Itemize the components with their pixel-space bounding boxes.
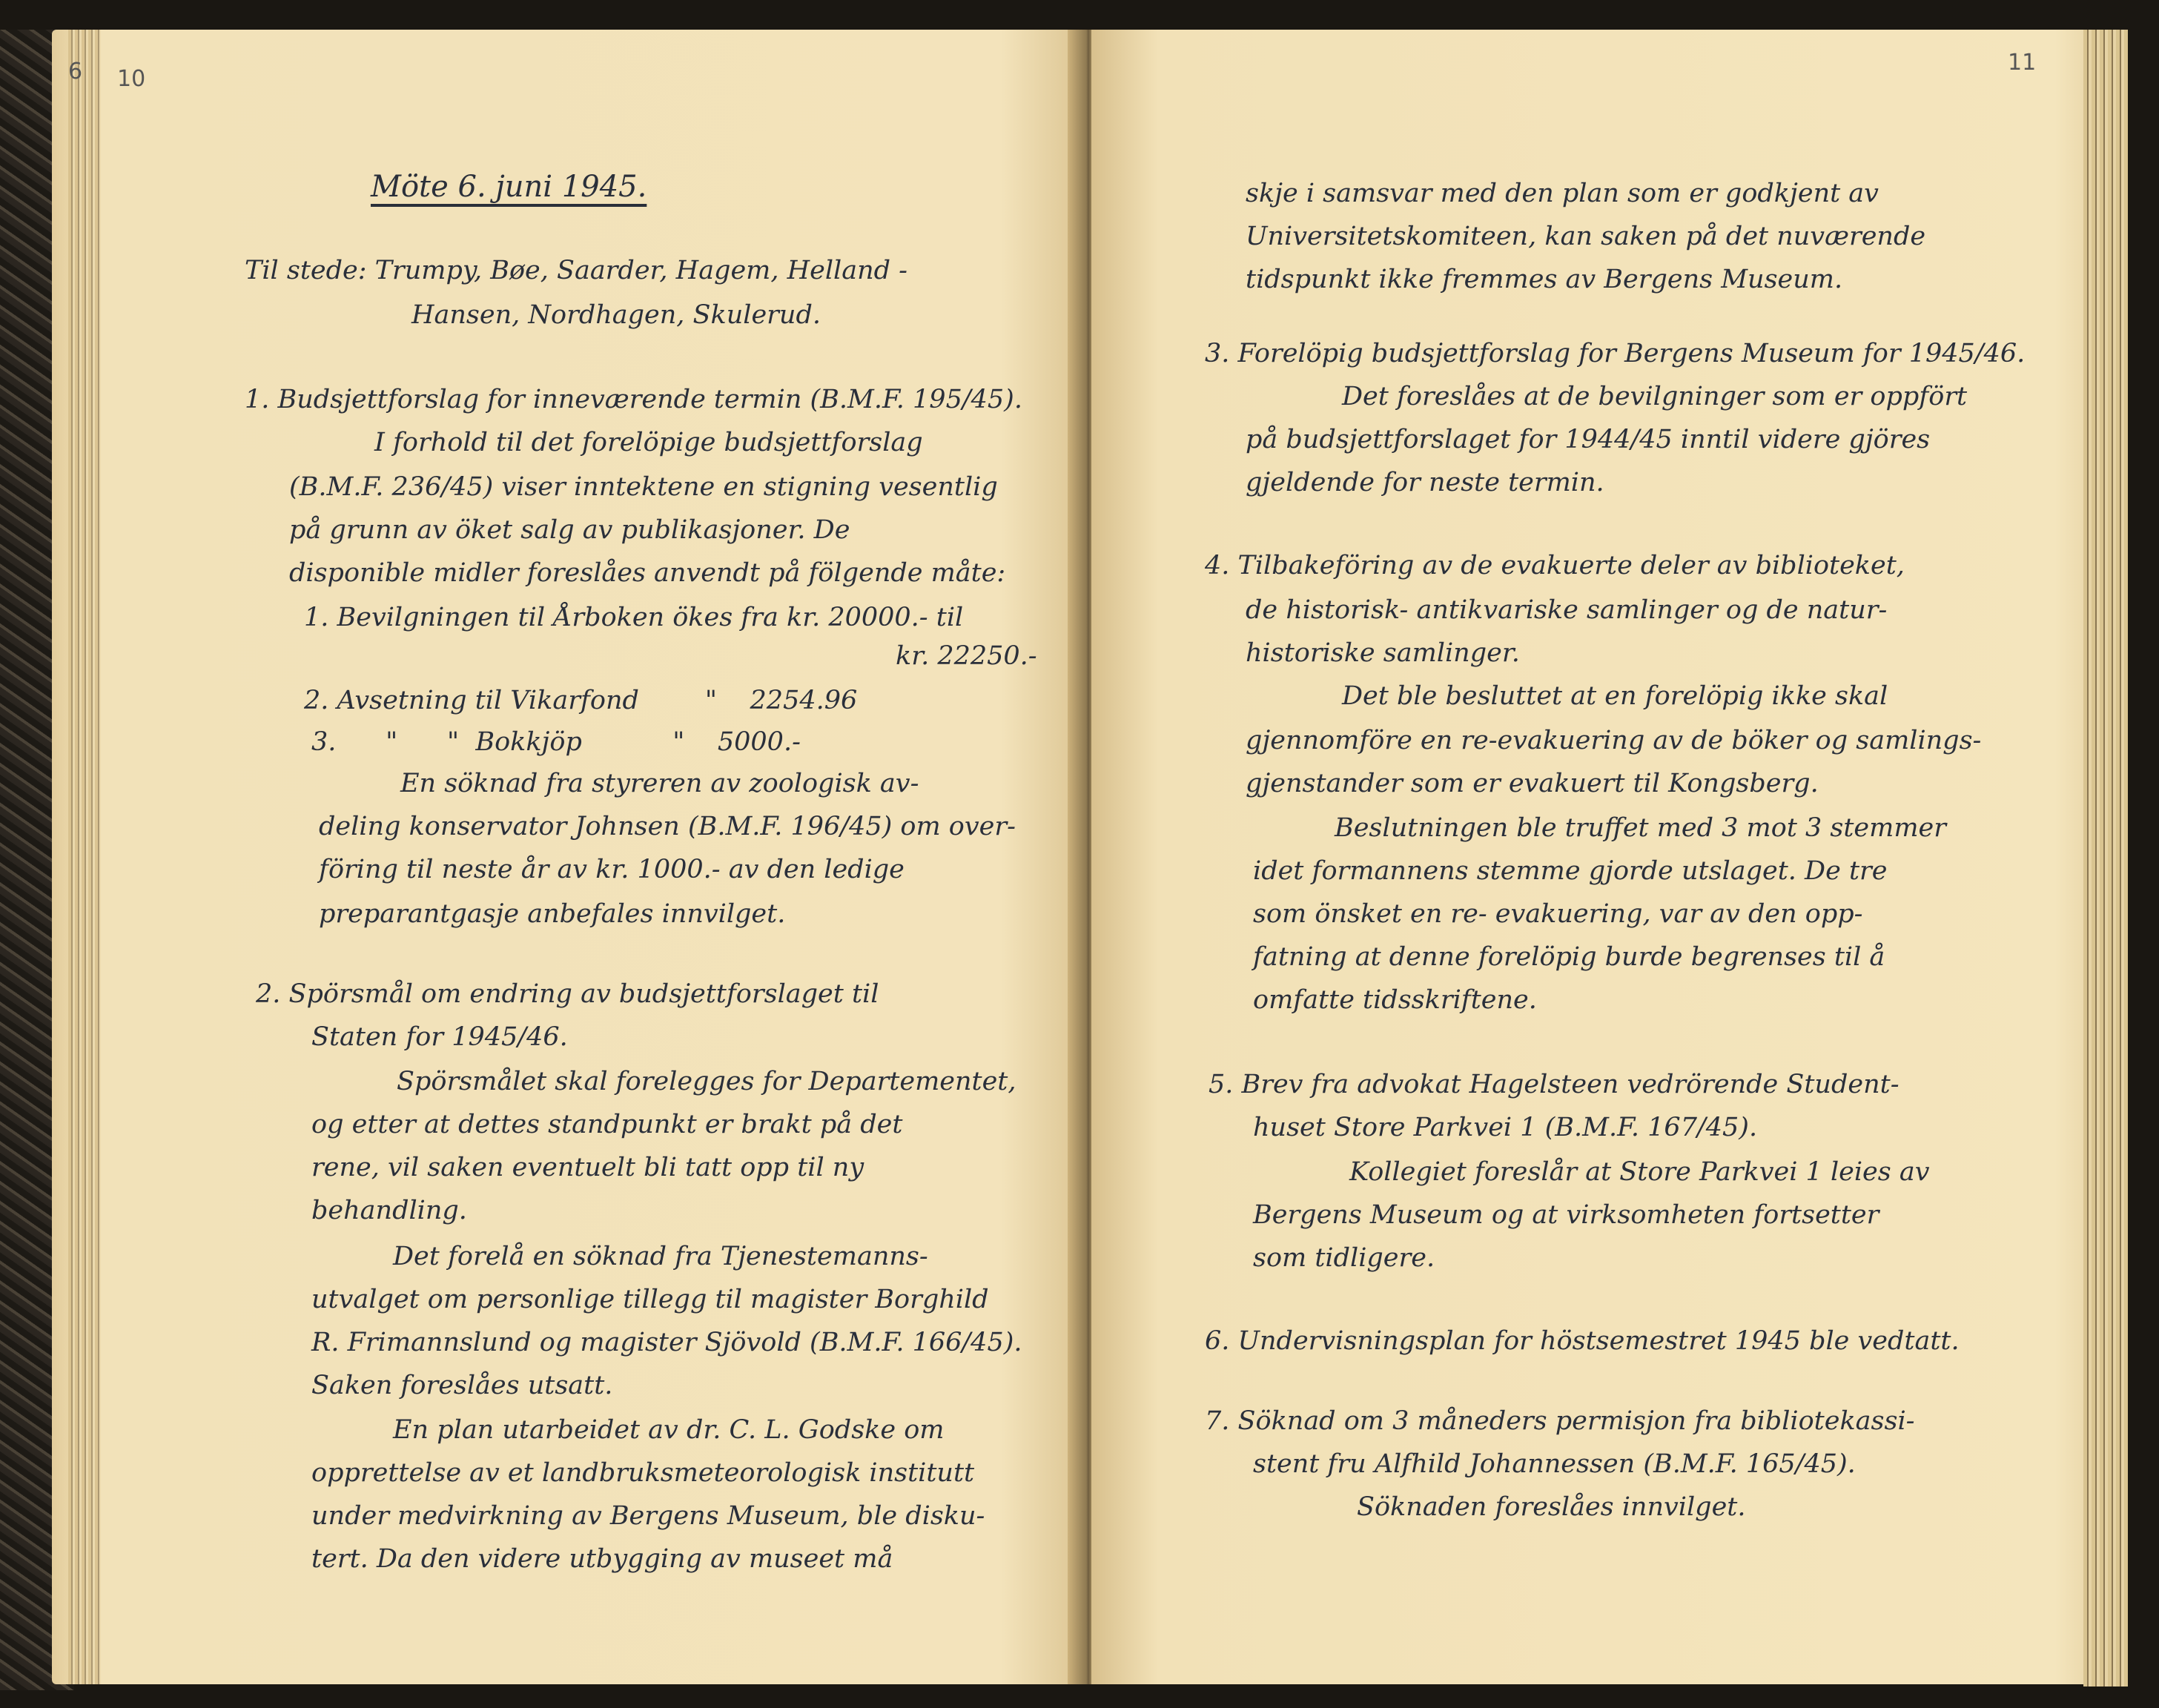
item7-line: Söknaden foreslåes innvilget. bbox=[1357, 1492, 1746, 1522]
item4-line: omfatte tidsskriftene. bbox=[1253, 985, 1537, 1015]
item4-line: Det ble besluttet at en forelöpig ikke skal bbox=[1342, 681, 1888, 711]
item3-line: gjeldende for neste termin. bbox=[1246, 468, 1604, 497]
item1-line: disponible midler foreslåes anvendt på fölgende måte: bbox=[289, 558, 1006, 588]
item4-line: fatning at denne forelöpig burde begrenses til å bbox=[1253, 942, 1885, 972]
item4-line: idet formannens stemme gjorde utslaget. De tre bbox=[1253, 856, 1888, 886]
item1-line: föring til neste år av kr. 1000.- av den ledige bbox=[319, 855, 905, 884]
item4-line: gjenstander som er evakuert til Kongsberg. bbox=[1246, 769, 1819, 798]
item1-line: I forhold til det forelöpige budsjettforslag bbox=[374, 428, 923, 457]
item5-line: huset Store Parkvei 1 (B.M.F. 167/45). bbox=[1253, 1113, 1758, 1142]
item1-line: på grunn av öket salg av publikasjoner. De bbox=[289, 515, 850, 545]
item1-line: preparantgasje anbefales innvilget. bbox=[319, 899, 786, 929]
item2-line: opprettelse av et landbruksmeteorologisk institutt bbox=[311, 1458, 975, 1488]
item4-line: gjennomföre en re-evakuering av de böker og samlings- bbox=[1246, 726, 1982, 755]
item2-line: under medvirkning av Bergens Museum, ble disku- bbox=[311, 1501, 985, 1531]
continued-line: tidspunkt ikke fremmes av Bergens Museum. bbox=[1246, 265, 1843, 294]
item3-line: Det foreslåes at de bevilgninger som er oppfört bbox=[1342, 382, 1968, 411]
item2-line: Saken foreslåes utsatt. bbox=[311, 1371, 613, 1400]
item2-line: R. Frimannslund og magister Sjövold (B.M.F. 166/45). bbox=[311, 1328, 1022, 1357]
continued-line: Universitetskomiteen, kan saken på det nuværende bbox=[1246, 222, 1926, 251]
item3-line: på budsjettforslaget for 1944/45 inntil videre gjöres bbox=[1246, 425, 1931, 454]
item4-line: som önsket en re- evakuering, var av den opp- bbox=[1253, 899, 1863, 929]
page-number-left-a: 6 bbox=[68, 59, 83, 85]
item2-line: Det forelå en söknad fra Tjenestemanns- bbox=[393, 1242, 928, 1271]
item2-line: rene, vil saken eventuelt bli tatt opp til ny bbox=[311, 1153, 864, 1182]
item4-line: de historisk- antikvariske samlinger og de natur- bbox=[1246, 595, 1888, 625]
item2-line: Spörsmålet skal forelegges for Departementet, bbox=[397, 1067, 1016, 1096]
item1-line: 3. " " Bokkjöp " 5000.- bbox=[311, 727, 801, 757]
item3-line: 3. Forelöpig budsjettforslag for Bergens Museum for 1945/46. bbox=[1205, 339, 2026, 368]
item5-line: som tidligere. bbox=[1253, 1243, 1435, 1273]
item1-line: (B.M.F. 236/45) viser inntektene en stigning vesentlig bbox=[289, 472, 998, 502]
item1-line: kr. 22250.- bbox=[896, 641, 1037, 671]
item1-line: 1. Bevilgningen til Årboken ökes fra kr. 20000.- til bbox=[304, 603, 964, 632]
item6-line: 6. Undervisningsplan for höstsemestret 1945 ble vedtatt. bbox=[1205, 1326, 1960, 1356]
item2-line: En plan utarbeidet av dr. C. L. Godske om bbox=[393, 1415, 945, 1445]
meeting-title: Möte 6. juni 1945. bbox=[371, 170, 647, 204]
item1-line: 2. Avsetning til Vikarfond " 2254.96 bbox=[304, 686, 858, 715]
item5-line: 5. Brev fra advokat Hagelsteen vedrörende Student- bbox=[1209, 1070, 1900, 1099]
continued-line: skje i samsvar med den plan som er godkjent av bbox=[1246, 179, 1879, 208]
page-number-right: 11 bbox=[2008, 50, 2037, 76]
left-page-edges bbox=[68, 30, 101, 1684]
item1-line: En söknad fra styreren av zoologisk av- bbox=[400, 769, 919, 798]
item7-line: 7. Söknad om 3 måneders permisjon fra bibliotekassi- bbox=[1205, 1406, 1915, 1436]
item7-line: stent fru Alfhild Johannessen (B.M.F. 165/45). bbox=[1253, 1449, 1856, 1479]
item5-line: Kollegiet foreslår at Store Parkvei 1 leies av bbox=[1349, 1157, 1930, 1187]
page-number-left-b: 10 bbox=[117, 66, 146, 92]
present-line-1: Til stede: Trumpy, Bøe, Saarder, Hagem, Helland - bbox=[245, 256, 908, 285]
item4-line: Beslutningen ble truffet med 3 mot 3 stemmer bbox=[1335, 813, 1946, 843]
item4-line: 4. Tilbakeföring av de evakuerte deler av biblioteket, bbox=[1205, 551, 1905, 580]
item4-line: historiske samlinger. bbox=[1246, 638, 1520, 668]
item5-line: Bergens Museum og at virksomheten fortsetter bbox=[1253, 1200, 1879, 1230]
item2-line: tert. Da den videre utbygging av museet må bbox=[311, 1544, 893, 1574]
item2-line: Staten for 1945/46. bbox=[311, 1022, 568, 1052]
item1-line: deling konservator Johnsen (B.M.F. 196/45) om over- bbox=[319, 812, 1016, 841]
item2-line: utvalget om personlige tillegg til magister Borghild bbox=[311, 1285, 989, 1314]
item2-line: 2. Spörsmål om endring av budsjettforslaget til bbox=[256, 979, 879, 1009]
item2-line: behandling. bbox=[311, 1196, 467, 1225]
present-line-2: Hansen, Nordhagen, Skulerud. bbox=[411, 300, 821, 330]
item1-line: 1. Budsjettforslag for inneværende termin (B.M.F. 195/45). bbox=[245, 385, 1022, 414]
right-page-edges bbox=[2083, 30, 2128, 1687]
item2-line: og etter at dettes standpunkt er brakt på det bbox=[311, 1110, 903, 1139]
